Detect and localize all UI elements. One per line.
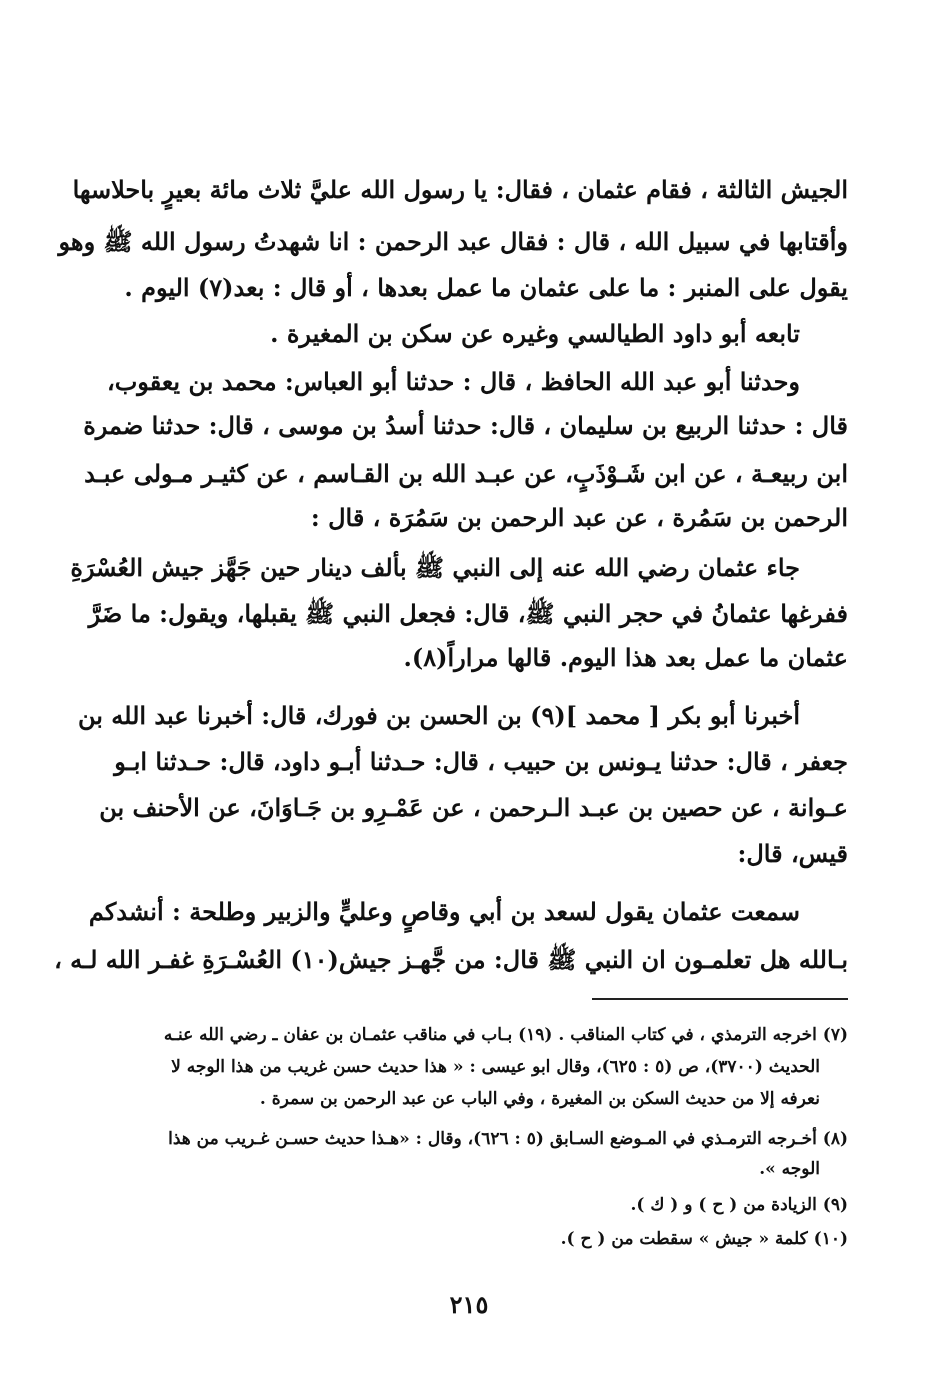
footnote-line: (٧) اخرجه الترمذي ، في كتاب المناقب . (١٩) بـاب في مناقب عثمـان بن عفان ـ رضي الله عنـه <box>163 1025 848 1045</box>
footnote-line: (٩) الزيادة من ( ح ) و ( ك ). <box>630 1195 848 1215</box>
text-line: سمعت عثمان يقول لسعد بن أبي وقاصٍ وعليٍّ والزبير وطلحة : أنشدكم <box>88 897 800 926</box>
footnote-line: الحديث (٣٧٠٠)، ص (٥ : ٦٢٥)، وقال ابو عيسى : « هذا حديث حسن غريب من هذا الوجه لا <box>171 1057 820 1077</box>
text-line: يقول على المنبر : ما على عثمان ما عمل بعدها ، أو قال : بعد(٧) اليوم . <box>124 273 848 302</box>
page-number: ٢١٥ <box>449 1290 489 1319</box>
text-line: ابن ربيعـة ، عن ابن شَـوْذَبٍ، عن عبـد الله بن القـاسم ، عن كثيـر مـولى عبـد <box>84 459 848 488</box>
text-line: قال : حدثنا الربيع بن سليمان ، قال: حدثنا أسدُ بن موسى ، قال: حدثنا ضمرة <box>83 411 848 440</box>
text-line: عـوانة ، عن حصين بن عبـد الـرحمن ، عن عَمْـرِو بن جَـاوَانَ، عن الأحنف بن <box>99 793 848 822</box>
footnote-line: الوجه ». <box>759 1159 820 1179</box>
text-line: الجيش الثالثة ، فقام عثمان ، فقال: يا رسول الله عليَّ ثلاث مائة بعيرٍ باحلاسها <box>72 175 848 204</box>
footnote-line: (١٠) كلمة « جيش » سقطت من ( ح ). <box>560 1229 848 1249</box>
text-line: تابعه أبو داود الطيالسي وغيره عن سكن بن المغيرة . <box>270 319 800 348</box>
text-line: ففرغها عثمانُ في حجر النبي ﷺ، قال: فجعل النبي ﷺ يقبلها، ويقول: ما ضَرَّ <box>88 599 848 628</box>
text-line: أخبرنا أبو بكر [ محمد ](٩) بن الحسن بن فورك، قال: أخبرنا عبد الله بن <box>77 701 800 730</box>
text-line: جاء عثمان رضي الله عنه إلى النبي ﷺ بألف دينار حين جَهَّز جيش العُسْرَةِ <box>70 553 800 582</box>
text-line: جعفر ، قال: حدثنا يـونس بن حبيب ، قال: حـدثنا أبـو داود، قال: حـدثنا ابـو <box>114 747 848 776</box>
footnote-line: نعرفه إلا من حديث السكن بن المغيرة ، وفي الباب عن عبد الرحمن بن سمرة . <box>259 1089 820 1109</box>
text-line: قيس، قال: <box>737 839 848 868</box>
text-line: وحدثنا أبو عبد الله الحافظ ، قال : حدثنا أبو العباس: محمد بن يعقوب، <box>106 367 800 396</box>
footnote-line: (٨) أخـرجه الترمـذي في المـوضع السـابق (٥ : ٦٢٦)، وقال : «هـذا حديث حسـن غـريب من هذا <box>168 1129 848 1149</box>
text-line: بـالله هل تعلمـون ان النبي ﷺ قال: من جَّهـز جيش(١٠) العُسْـرَةِ غفـر الله لـه ، <box>54 945 848 974</box>
text-line: وأقتابها في سبيل الله ، قال : فقال عبد الرحمن : انا شهدتُ رسول الله ﷺ وهو <box>58 227 848 256</box>
text-line: الرحمن بن سَمُرة ، عن عبد الرحمن بن سَمُرَة ، قال : <box>310 503 848 532</box>
text-line: عثمان ما عمل بعد هذا اليوم. قالها مراراً(٨). <box>403 643 848 672</box>
footnote-separator <box>592 998 848 1000</box>
